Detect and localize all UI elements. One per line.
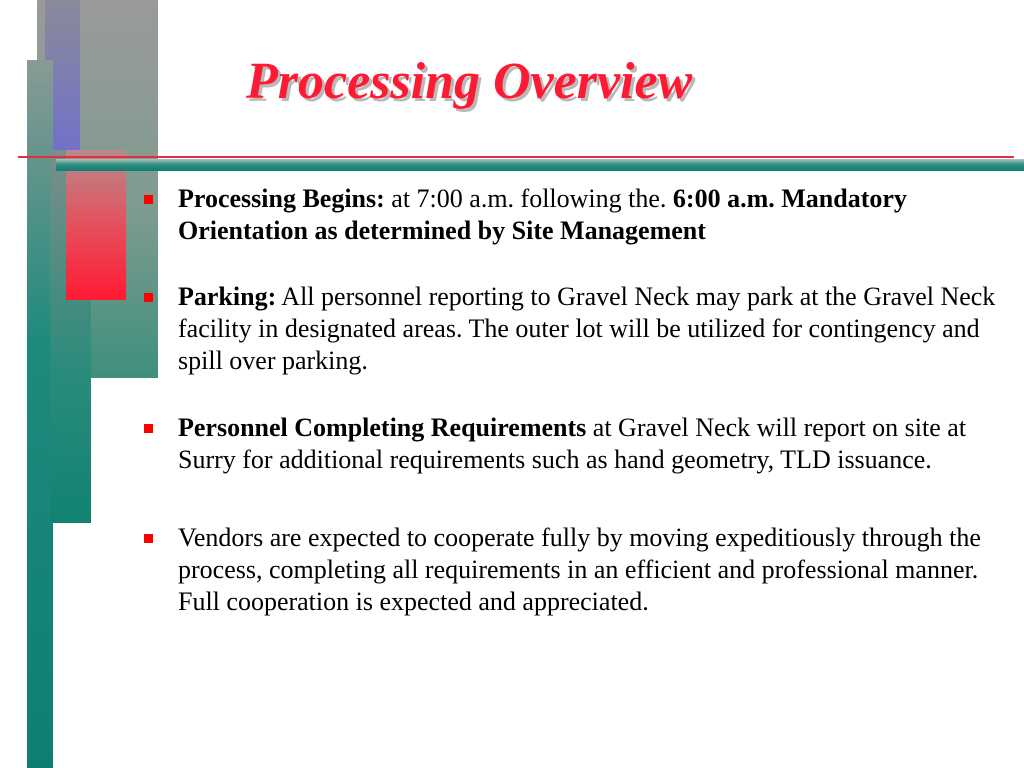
item-label: Parking: xyxy=(178,282,277,311)
square-bullet-icon xyxy=(144,424,153,433)
bullet-item-processing-begins xyxy=(140,183,1000,247)
bullet-item-personnel-requirements xyxy=(140,412,1000,476)
square-bullet-icon xyxy=(144,534,153,543)
item-text: Vendors are expected to cooperate fully by moving expeditiously through the process, completing all requirements in an efficient and professional manner. Full cooperation is expected and appreciated. xyxy=(178,523,981,616)
square-bullet-icon xyxy=(144,293,153,302)
decor-red-bar xyxy=(66,150,126,300)
slide-title: Processing Overview xyxy=(246,53,693,110)
bullet-item-vendors xyxy=(140,522,1000,618)
bullet-list xyxy=(140,183,1000,618)
title-divider-bar xyxy=(56,159,1024,171)
bullet-item-parking xyxy=(140,281,1000,377)
item-label: Personnel Completing Requirements xyxy=(178,413,587,442)
item-text: at Gravel Neck will report on site at Surry for additional requirements such as hand geometry, TLD issuance. xyxy=(178,413,967,474)
item-label: Processing Begins: xyxy=(178,184,385,213)
square-bullet-icon xyxy=(144,195,153,204)
item-text: All personnel reporting to Gravel Neck may park at the Gravel Neck facility in designated areas. The outer lot will be utilized for contingency and spill over parking. xyxy=(178,282,996,375)
item-text: at 7:00 a.m. following the. xyxy=(384,184,673,213)
title-divider-line xyxy=(18,156,1014,158)
item-emphasis: 6:00 a.m. Mandatory Orientation as determined by Site Management xyxy=(178,184,907,245)
